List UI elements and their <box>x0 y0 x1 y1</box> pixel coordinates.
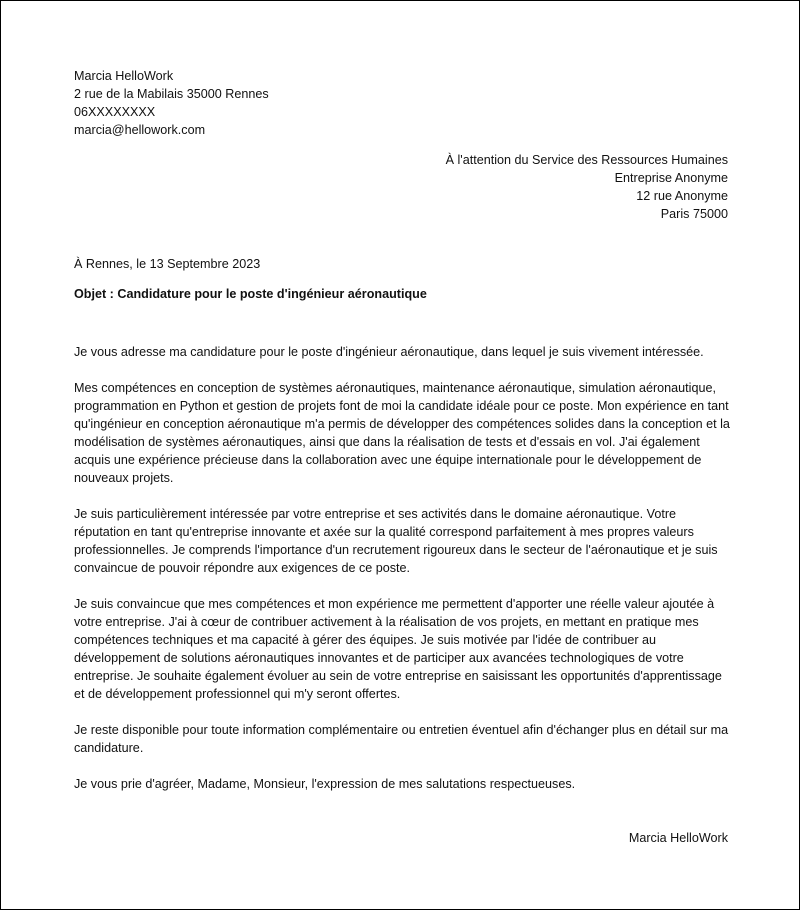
sender-phone: 06XXXXXXXX <box>74 105 156 119</box>
paragraph-motivation: Je suis convaincue que mes compétences et mon expérience me permettent d'apporter une réelle valeur ajoutée à votre entreprise. J'ai à cœur de contribuer activement à la réalisation de vos projets, en mettant en pratique mes compétences techniques et ma capacité à gérer des équipes. Je suis motivée par l'idée de contribuer au développement de solutions aéronautiques innovantes et de participer aux avancées technologiques de votre entreprise. Je souhaite également évoluer au sein de votre entreprise en saisissant les opportunités d'apprentissage et de développement professionnel qui m'y seront offertes. <box>74 597 722 701</box>
date-line: À Rennes, le 13 Septembre 2023 <box>74 257 261 271</box>
sender-name: Marcia HelloWork <box>74 69 174 83</box>
paragraph-intro: Je vous adresse ma candidature pour le poste d'ingénieur aéronautique, dans lequel je suis vivement intéressée. <box>74 345 704 359</box>
subject-line: Objet : Candidature pour le poste d'ingénieur aéronautique <box>74 287 427 301</box>
sender-email: marcia@hellowork.com <box>74 123 206 137</box>
sender-address: 2 rue de la Mabilais 35000 Rennes <box>74 87 269 101</box>
signature: Marcia HelloWork <box>628 831 728 845</box>
letter-body <box>74 343 734 811</box>
recipient-block <box>446 151 728 223</box>
recipient-attention: À l'attention du Service des Ressources Humaines <box>445 153 728 167</box>
paragraph-availability: Je reste disponible pour toute information complémentaire ou entretien éventuel afin d'échanger plus en détail sur ma candidature. <box>74 723 729 755</box>
recipient-company: Entreprise Anonyme <box>614 171 728 185</box>
recipient-street: 12 rue Anonyme <box>636 189 728 203</box>
sender-block <box>74 67 269 139</box>
paragraph-skills: Mes compétences en conception de systèmes aéronautiques, maintenance aéronautique, simulation aéronautique, programmation en Python et gestion de projets font de moi la candidate idéale pour ce poste. Mon expérience en tant qu'ingénieur en conception aéronautique m'a permis de développer des compétences solides dans la conception et la modélisation de systèmes aéronautiques, ainsi que dans la réalisation de tests et d'essais en vol. J'ai également acquis une expérience précieuse dans la collaboration avec une équipe internationale pour le développement de nouveaux projets. <box>74 381 730 485</box>
paragraph-closing: Je vous prie d'agréer, Madame, Monsieur, l'expression de mes salutations respectueuses. <box>74 777 576 791</box>
paragraph-company: Je suis particulièrement intéressée par votre entreprise et ses activités dans le domaine aéronautique. Votre réputation en tant qu'entreprise innovante et axée sur la qualité correspond parfaitement à mes propres valeurs professionnelles. Je comprends l'importance d'un recrutement rigoureux dans le secteur de l'aéronautique et je suis convaincue de pouvoir répondre aux exigences de ce poste. <box>74 507 718 575</box>
recipient-city: Paris 75000 <box>660 207 728 221</box>
